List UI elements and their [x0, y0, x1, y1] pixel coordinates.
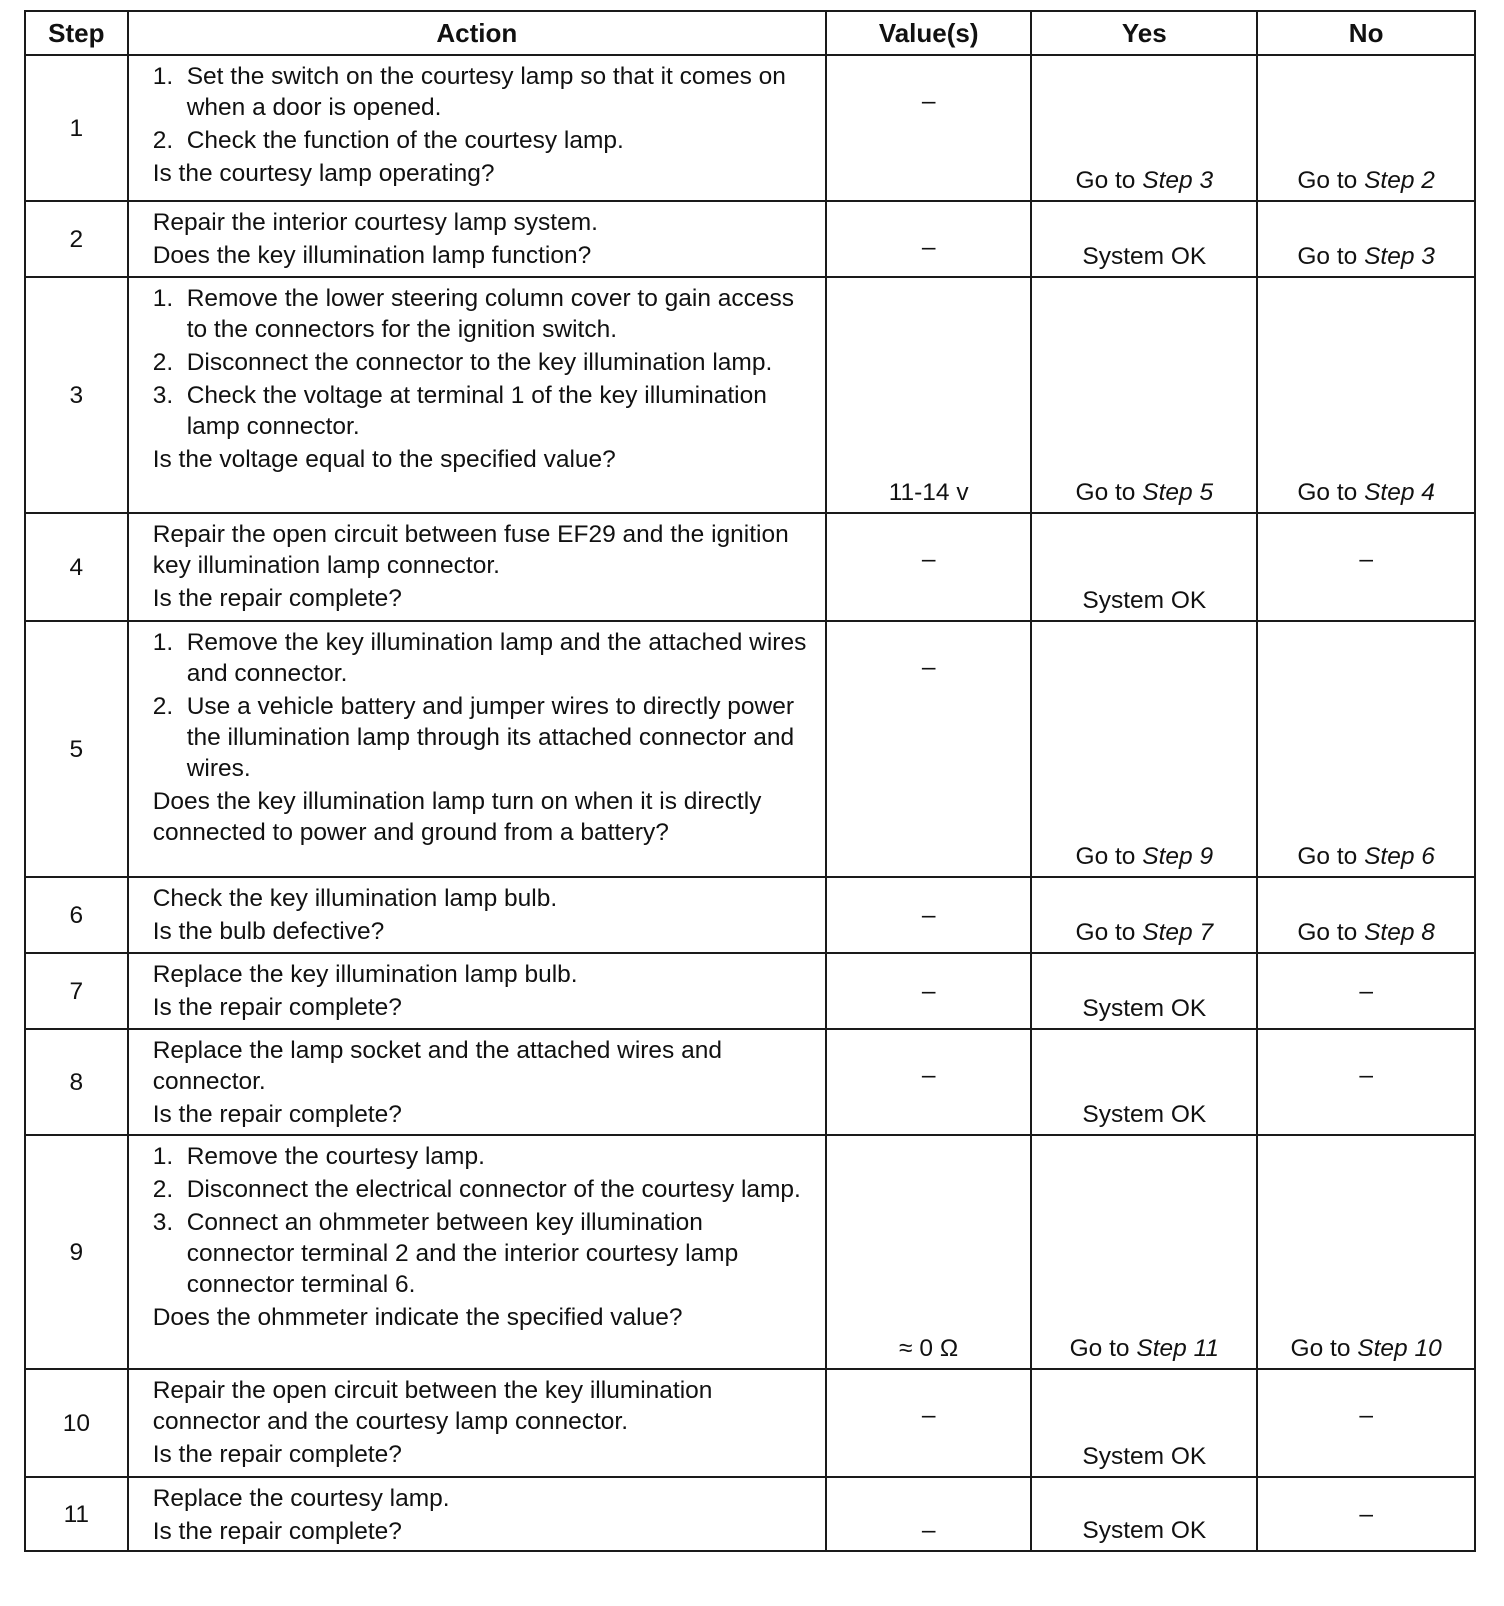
yes-result-cell [1031, 953, 1257, 1029]
action-list-item [153, 380, 817, 442]
action-cell [128, 1135, 826, 1369]
yes-result-cell [1031, 1477, 1257, 1551]
action-question: Is the courtesy lamp operating? [152, 160, 495, 187]
no-result-text: Go to [1297, 167, 1365, 194]
action-question: Is the bulb defective? [152, 918, 385, 945]
action-cell [128, 1029, 826, 1135]
action-instruction: Remove the courtesy lamp. [186, 1143, 485, 1170]
no-result-cell [1257, 621, 1475, 877]
action-question: Is the repair complete? [152, 585, 402, 612]
no-step-ref: Step 2 [1364, 167, 1435, 194]
action-instruction: Replace the key illumination lamp bulb. [152, 961, 578, 988]
yes-result-cell [1031, 1029, 1257, 1135]
no-result-text: – [1359, 977, 1373, 1005]
action-question: Does the ohmmeter indicate the specified value? [152, 1304, 683, 1331]
no-result-cell [1257, 201, 1475, 277]
action-cell [128, 1477, 826, 1551]
list-number: 1. [152, 63, 174, 90]
yes-result-text: Go to [1069, 1335, 1137, 1362]
action-cell [128, 513, 826, 621]
no-result-text: Go to [1297, 843, 1365, 870]
header-yes: Yes [1031, 11, 1257, 55]
header-action: Action [128, 11, 826, 55]
action-instruction: Check the key illumination lamp bulb. [152, 885, 558, 912]
step-number: 2 [25, 201, 128, 277]
list-number: 3. [152, 382, 174, 409]
step-number: 1 [25, 55, 128, 201]
table-row [25, 1135, 1475, 1369]
table-row [25, 877, 1475, 953]
action-list-item [153, 1207, 817, 1300]
value-cell: – [826, 1029, 1031, 1135]
table-row [25, 1477, 1475, 1551]
table-row [25, 201, 1475, 277]
value-cell: – [826, 621, 1031, 877]
action-question: Is the repair complete? [152, 1441, 402, 1468]
action-cell [128, 277, 826, 513]
yes-result-cell [1031, 277, 1257, 513]
action-cell [128, 877, 826, 953]
no-step-ref: Step 6 [1364, 843, 1435, 870]
action-question: Is the repair complete? [152, 1518, 402, 1545]
yes-step-ref: Step 7 [1142, 919, 1214, 946]
table-row [25, 277, 1475, 513]
no-result-text: Go to [1297, 243, 1365, 270]
yes-step-ref: Step 5 [1142, 479, 1214, 506]
list-number: 2. [152, 693, 174, 720]
yes-result-text: System OK [1082, 587, 1207, 614]
action-instruction: Repair the open circuit between the key illumination connector and the courtesy lamp connector. [152, 1377, 713, 1435]
action-question: Is the repair complete? [152, 1101, 402, 1128]
yes-step-ref: Step 11 [1136, 1335, 1219, 1362]
yes-step-ref: Step 3 [1142, 167, 1214, 194]
action-cell [128, 953, 826, 1029]
list-number: 1. [152, 629, 174, 656]
no-result-cell [1257, 1369, 1475, 1477]
action-instruction: Check the function of the courtesy lamp. [186, 127, 624, 154]
no-result-text: Go to [1290, 1335, 1358, 1362]
diagnostic-table [24, 10, 1476, 1552]
step-number: 4 [25, 513, 128, 621]
step-number: 5 [25, 621, 128, 877]
list-number: 1. [152, 285, 174, 312]
no-result-cell [1257, 55, 1475, 201]
no-result-text: – [1359, 1500, 1373, 1528]
value-cell: – [826, 1477, 1031, 1551]
no-result-cell [1257, 1135, 1475, 1369]
action-list-item [153, 691, 817, 784]
yes-result-cell [1031, 1135, 1257, 1369]
action-question: Does the key illumination lamp turn on when it is directly connected to power and ground from a battery? [152, 788, 762, 846]
yes-result-text: Go to [1075, 479, 1143, 506]
action-instruction: Repair the open circuit between fuse EF29 and the ignition key illumination lamp connector. [152, 521, 789, 579]
step-number: 9 [25, 1135, 128, 1369]
action-question: Is the voltage equal to the specified value? [152, 446, 616, 473]
step-number: 6 [25, 877, 128, 953]
no-result-cell [1257, 1477, 1475, 1551]
no-step-ref: Step 8 [1364, 919, 1435, 946]
yes-result-text: Go to [1075, 167, 1143, 194]
action-instruction: Set the switch on the courtesy lamp so that it comes on when a door is opened. [186, 63, 786, 121]
table-row [25, 1369, 1475, 1477]
yes-result-cell [1031, 201, 1257, 277]
action-cell [128, 55, 826, 201]
action-question: Does the key illumination lamp function? [152, 242, 592, 269]
action-list-item [153, 627, 817, 689]
no-result-text: Go to [1297, 919, 1365, 946]
table-row [25, 953, 1475, 1029]
action-instruction: Disconnect the connector to the key illumination lamp. [186, 349, 773, 376]
action-instruction: Replace the lamp socket and the attached wires and connector. [152, 1037, 722, 1095]
no-step-ref: Step 3 [1364, 243, 1435, 270]
no-result-cell [1257, 877, 1475, 953]
header-step: Step [25, 11, 128, 55]
action-instruction: Remove the lower steering column cover to gain access to the connectors for the ignition switch. [186, 285, 795, 343]
action-cell [128, 621, 826, 877]
no-result-text: – [1359, 1062, 1373, 1089]
header-row [25, 11, 1475, 55]
list-number: 2. [152, 127, 174, 154]
action-list-item [153, 347, 817, 378]
action-instruction: Remove the key illumination lamp and the attached wires and connector. [186, 629, 807, 687]
list-number: 2. [152, 349, 174, 376]
action-cell [128, 201, 826, 277]
yes-result-cell [1031, 513, 1257, 621]
action-instruction: Check the voltage at terminal 1 of the key illumination lamp connector. [186, 382, 767, 440]
action-list-item [153, 125, 817, 156]
action-instruction: Replace the courtesy lamp. [152, 1485, 450, 1512]
table-row [25, 1029, 1475, 1135]
yes-result-text: System OK [1082, 1101, 1207, 1128]
yes-result-text: System OK [1082, 995, 1207, 1022]
action-list-item [153, 1141, 817, 1172]
value-cell: – [826, 1369, 1031, 1477]
step-number: 10 [25, 1369, 128, 1477]
action-cell [128, 1369, 826, 1477]
no-result-cell [1257, 513, 1475, 621]
table-row [25, 55, 1475, 201]
value-cell: – [826, 201, 1031, 277]
action-list-item [153, 283, 817, 345]
step-number: 3 [25, 277, 128, 513]
value-cell: – [826, 953, 1031, 1029]
action-question: Is the repair complete? [152, 994, 402, 1021]
step-number: 11 [25, 1477, 128, 1551]
value-cell: ≈ 0 Ω [826, 1135, 1031, 1369]
header-no: No [1257, 11, 1475, 55]
action-list-item [153, 1174, 817, 1205]
no-result-text: Go to [1297, 479, 1365, 506]
no-result-cell [1257, 953, 1475, 1029]
table-row [25, 621, 1475, 877]
list-number: 3. [152, 1209, 174, 1236]
table-row [25, 513, 1475, 621]
yes-result-text: System OK [1082, 243, 1207, 270]
list-number: 2. [152, 1176, 174, 1203]
action-instruction: Use a vehicle battery and jumper wires to directly power the illumination lamp through its attached connector and wires. [186, 693, 795, 782]
list-number: 1. [152, 1143, 174, 1170]
value-cell: – [826, 55, 1031, 201]
yes-result-cell [1031, 877, 1257, 953]
action-list-item [153, 61, 817, 123]
yes-result-text: System OK [1082, 1517, 1207, 1544]
step-number: 7 [25, 953, 128, 1029]
yes-result-text: System OK [1082, 1443, 1207, 1470]
yes-step-ref: Step 9 [1142, 843, 1214, 870]
no-step-ref: Step 4 [1364, 479, 1435, 506]
value-cell: 11-14 v [826, 277, 1031, 513]
value-cell: – [826, 877, 1031, 953]
action-instruction: Disconnect the electrical connector of the courtesy lamp. [186, 1176, 801, 1203]
yes-result-cell [1031, 621, 1257, 877]
yes-result-text: Go to [1075, 843, 1143, 870]
no-result-cell [1257, 1029, 1475, 1135]
no-result-text: – [1359, 546, 1373, 573]
action-instruction: Repair the interior courtesy lamp system. [152, 209, 598, 236]
header-values: Value(s) [826, 11, 1031, 55]
table-body [25, 55, 1475, 1551]
value-cell: – [826, 513, 1031, 621]
no-step-ref: Step 10 [1357, 1335, 1442, 1362]
no-result-text: – [1359, 1402, 1373, 1429]
yes-result-cell [1031, 55, 1257, 201]
step-number: 8 [25, 1029, 128, 1135]
action-instruction: Connect an ohmmeter between key illumination connector terminal 2 and the interior courtesy lamp connector terminal 6. [186, 1209, 739, 1298]
no-result-cell [1257, 277, 1475, 513]
yes-result-text: Go to [1075, 919, 1143, 946]
yes-result-cell [1031, 1369, 1257, 1477]
